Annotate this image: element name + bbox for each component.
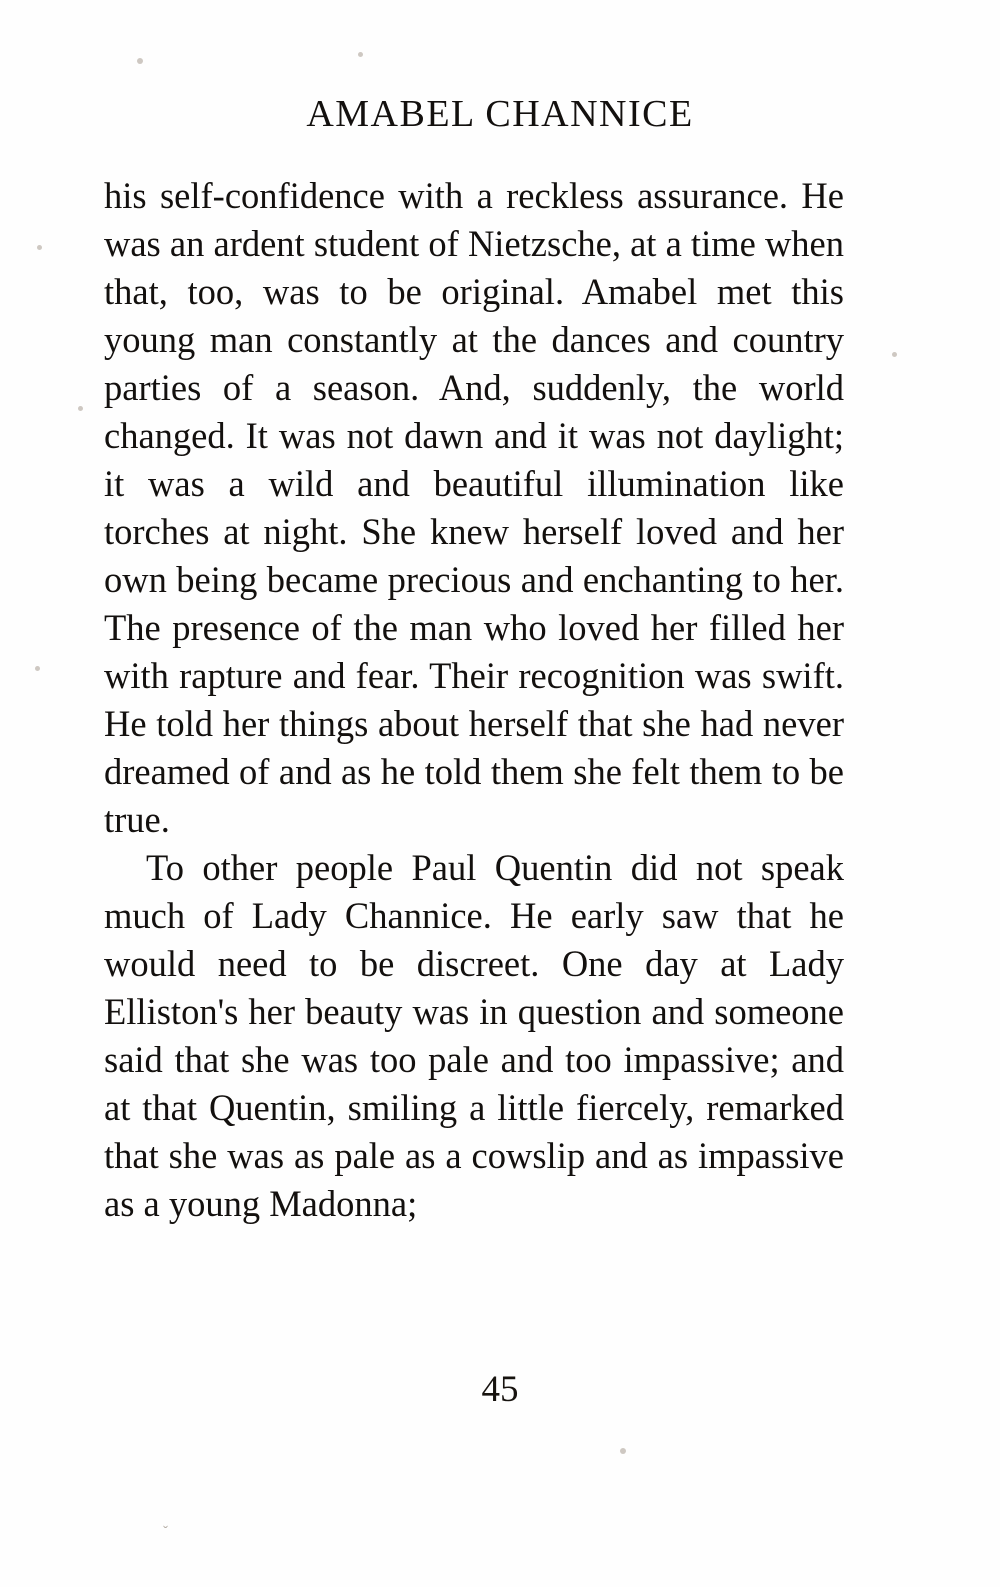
scan-speck bbox=[35, 666, 40, 671]
scan-speck bbox=[137, 58, 143, 64]
scan-tick-mark: ˇ bbox=[163, 1524, 168, 1540]
paragraph: To other people Paul Quentin did not speak much of Lady Channice. He early saw that he would need to be discreet. One day at Lady Elliston's her beauty was in question and someone said that she was too pale and too impassive; and at that Quentin, smiling a little fiercely, remarked that she was as pale as a cowslip and as impassive as a young Madonna; bbox=[104, 847, 844, 1224]
body-text bbox=[104, 172, 844, 1228]
page-number: 45 bbox=[481, 1369, 519, 1410]
scan-speck bbox=[37, 245, 42, 250]
scan-speck bbox=[620, 1448, 626, 1454]
paragraph: his self-confidence with a reckless assurance. He was an ardent student of Nietzsche, at a time when that, too, was to be original. Amabel met this young man constantly at the dances and country parties of a season. And, suddenly, the world changed. It was not dawn and it was not daylight; it was a wild and beautiful illumination like torches at night. She knew herself loved and her own being became precious and enchanting to her. The presence of the man who loved her filled her with rapture and fear. Their recognition was swift. He told her things about herself that she had never dreamed of and as he told them she felt them to be true. bbox=[104, 175, 844, 840]
scan-speck bbox=[892, 352, 897, 357]
scan-speck bbox=[358, 52, 363, 57]
page-running-head: AMABEL CHANNICE bbox=[306, 93, 694, 135]
scan-speck bbox=[78, 406, 83, 411]
